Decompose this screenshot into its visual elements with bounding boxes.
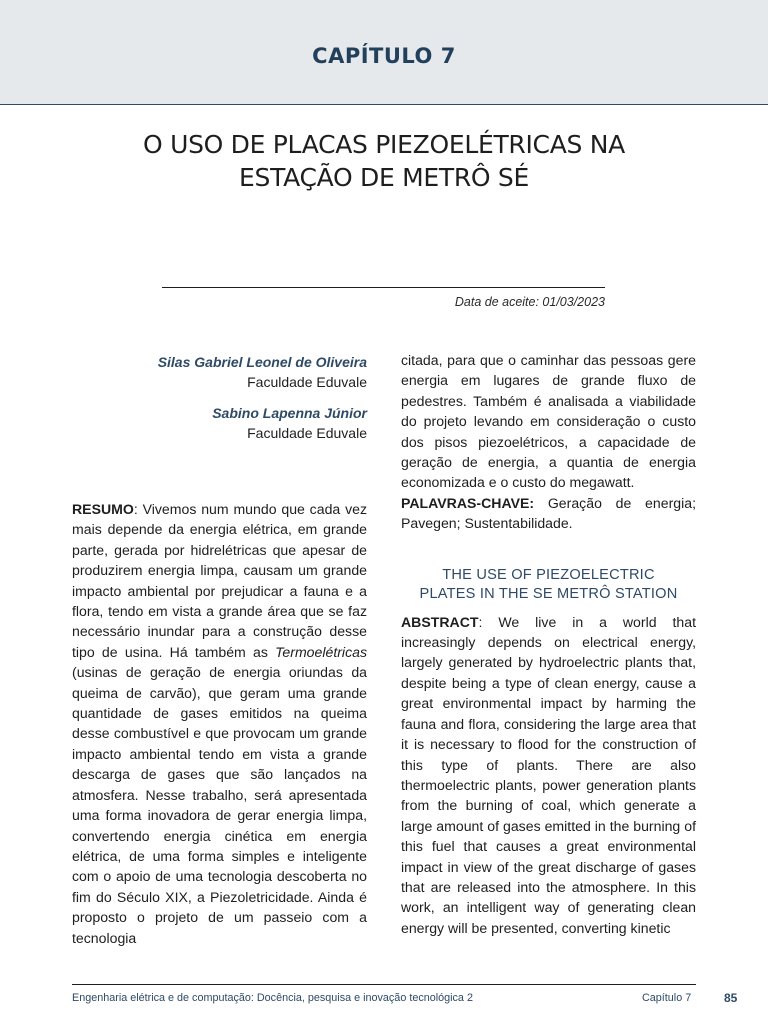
abstract-paragraph	[401, 612, 696, 939]
footer-chapter: Capítulo 7	[642, 992, 692, 1004]
footer-book-title: Engenharia elétrica e de computação: Docência, pesquisa e inovação tecnológica 2	[72, 992, 473, 1004]
abstract-label: ABSTRACT	[401, 613, 479, 630]
english-title-line-1: THE USE OF PIEZOELECTRIC	[442, 566, 655, 583]
english-title-line-2: PLATES IN THE SE METRÔ STATION	[419, 585, 678, 602]
left-column	[72, 499, 367, 948]
keywords-label: PALAVRAS-CHAVE:	[401, 494, 535, 511]
resumo-continuation: citada, para que o caminhar das pessoas gere energia em lugares de grande fluxo de pedestres. Também é analisada a viabilidade do projeto levando em consideração o custo dos pisos piezoelétricos, a capacidade de geração de energia, a quantia de energia economizada e o custo do megawatt.	[401, 352, 696, 491]
english-title	[401, 566, 696, 604]
right-column	[401, 350, 696, 938]
abstract-text: : We live in a world that increasingly depends on electrical energy, largely generated by hydroelectric plants that, despite being a type of clean energy, cause a great environmental impact by harming the fauna and flora, considering the large area that it is necessary to flood for the construction of this type of plants. There are also thermoelectric plants, power generation plants from the burning of coal, which generate a large amount of gases emitted in the burning of this fuel that causes a great environmental impact in view of the great discharge of gases that are released into the atmosphere. In this work, an intelligent way of generating clean energy will be presented, converting kinetic	[401, 613, 696, 936]
acceptance-date: Data de aceite: 01/03/2023	[454, 295, 605, 309]
resumo-text-b: (usinas de geração de energia oriundas da queima de carvão), que geram uma grande quantidade de gases emitidos na queima desse combustível e que provocam um grande impacto ambiental tendo em vista a grande descarga de gases que são lançados na atmosfera. Nesse trabalho, será apresentada uma forma inovadora de gerar energia limpa, convertendo energia cinética em energia elétrica, de uma forma simples e inteligente com o apoio de uma tecnologia descoberta no fim do Século XIX, a Piezoletricidade. Ainda é proposto o projeto de um passeio com a tecnologia	[72, 664, 367, 946]
resumo-italic-term: Termoelétricas	[275, 643, 367, 660]
author-name: Sabino Lapenna Júnior	[212, 405, 367, 421]
keywords-paragraph	[401, 493, 696, 534]
author-name: Silas Gabriel Leonel de Oliveira	[157, 354, 367, 370]
title-divider	[162, 287, 605, 288]
author-affiliation: Faculdade Eduvale	[247, 425, 367, 441]
footer-divider	[72, 984, 696, 985]
paper-title-line-2: ESTAÇÃO DE METRÔ SÉ	[239, 163, 529, 192]
chapter-label: CAPÍTULO 7	[312, 44, 456, 68]
page-number: 85	[724, 991, 738, 1005]
paper-title	[60, 128, 708, 194]
resumo-text-a: : Vivemos num mundo que cada vez mais depende da energia elétrica, em grande parte, gerada por hidrelétricas que apesar de produzirem energia limpa, causam um grande impacto ambiental por prejudicar a fauna e a flora, tendo em vista a grande área que se faz necessário inundar para a construção desse tipo de usina. Há também as	[72, 501, 367, 660]
author-block	[72, 352, 367, 454]
paper-title-line-1: O USO DE PLACAS PIEZOELÉTRICAS NA	[143, 130, 625, 159]
keywords-text: Geração de energia; Pavegen; Sustentabilidade.	[401, 494, 696, 532]
chapter-header-band	[0, 0, 768, 105]
resumo-label: RESUMO	[72, 501, 134, 517]
resumo-paragraph	[72, 499, 367, 948]
author-affiliation: Faculdade Eduvale	[247, 374, 367, 390]
